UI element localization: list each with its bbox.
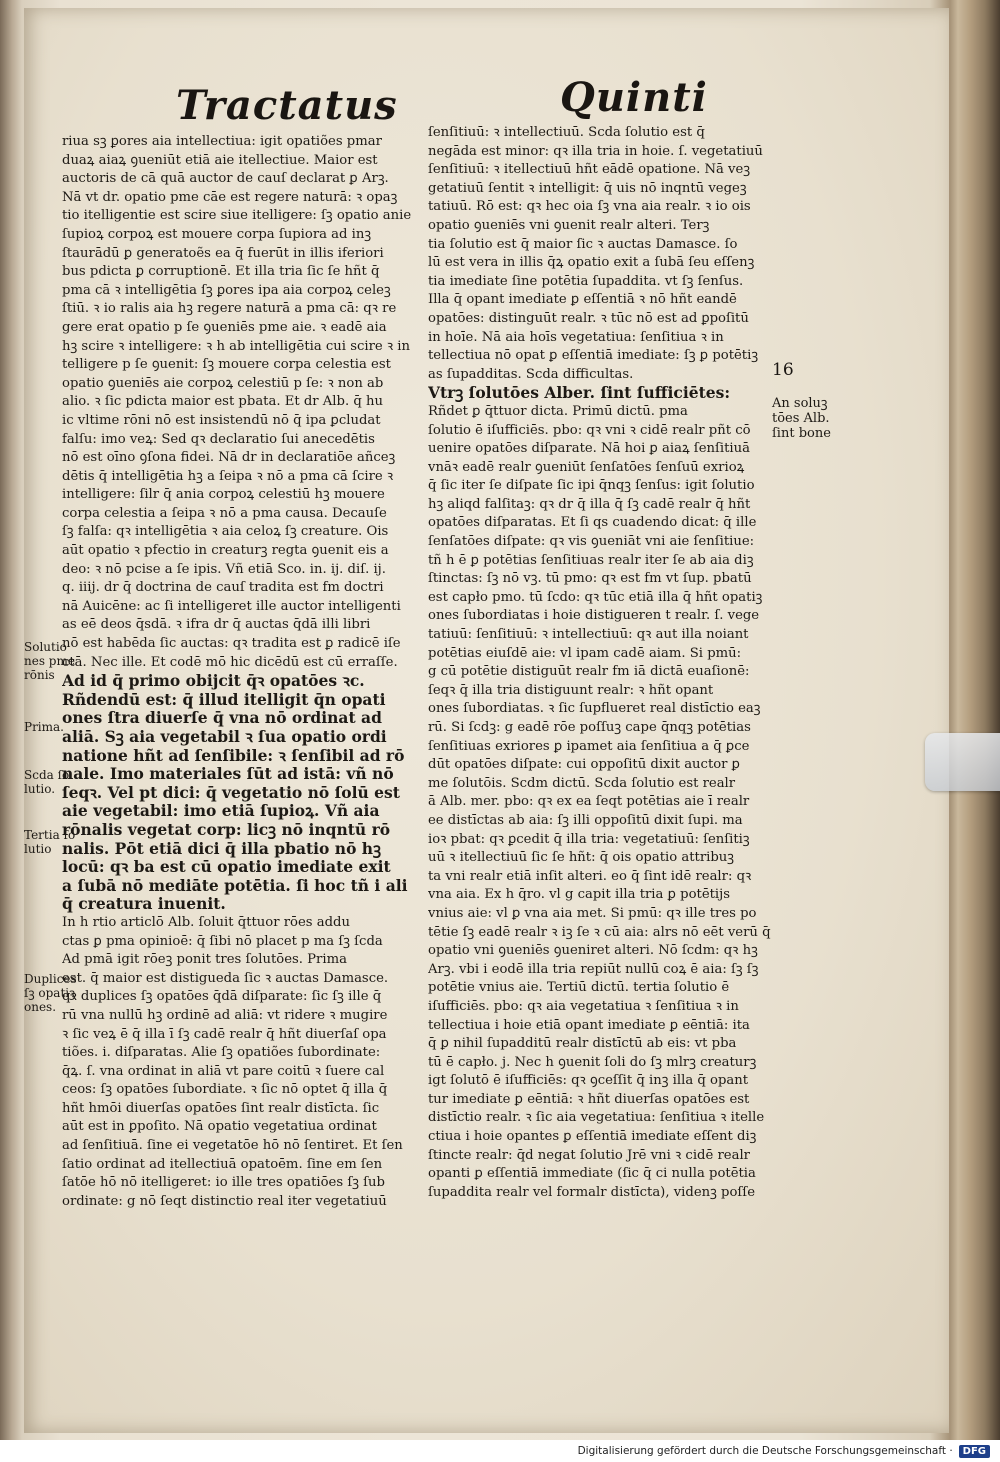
text-line: me ſolutōis. Scdm dictū. Scda ſolutio est realr <box>428 775 736 791</box>
margin-note-left <box>24 720 64 734</box>
text-line: ſenſitiuū: ꝛ itellectiuū hñt eādē opatione. Nā veꝫ <box>428 162 751 178</box>
dfg-logo: DFG <box>959 1445 990 1458</box>
text-line: ſenſatōes diſpate: qꝛ vis ꝯueniāt vni aie ſenſitiue: <box>428 534 755 550</box>
text-line: potētie vnius aie. Tertiū dictū. tertia ſolutio ē <box>428 980 730 996</box>
text-line: nō est habēda ſic auctas: qꝛ tradita est ꝑ radicē iſe <box>62 636 401 652</box>
text-line: deo: ꝛ nō pcise a ſe ipis. Vñ etiā Sco. in. ij. diſ. ij. <box>62 561 386 577</box>
text-line: corpa celestia a ſeipa ꝛ nō a pma causa. Decauſe <box>62 505 387 521</box>
text-line: q̄ ſic iter ſe diſpate ſic ipi q̄nqꝫ ſenſus: igit ſolutio <box>428 478 755 494</box>
text-line: ctā. Nec ille. Et codē mō hic dicēdū est cū erraſſe. <box>62 654 398 670</box>
text-line: tiões. i. diſparatas. Alie ſꝫ opatiões ſubordinate: <box>62 1045 381 1061</box>
text-line: ſtaurādū ꝑ generatoẽs ea q̄ fuerūt in illis iferiori <box>62 245 384 261</box>
text-line: hñt hmōi diuerſas opatōes ſint realr distīcta. ſic <box>62 1100 380 1116</box>
text-line: ones ſubordiatas. ꝛ ſic ſupflueret real distīctio eaꝫ <box>428 701 761 717</box>
text-line: ſenſitiuū: ꝛ intellectiuū. Scda ſolutio est q̄ <box>428 125 705 140</box>
text-line: Illa q̄ opant imediate ꝑ eſſentiā ꝛ nō hñt eandē <box>428 292 737 308</box>
text-line: g cū potētie distiguūt realr fm iā dictā euaſionē: <box>428 664 750 680</box>
margin-note-line: ſꝫ opatiꝫ <box>24 986 76 1000</box>
text-line: duaꝝ aiaꝝ ꝯueniūt etiā aie itellectiue. Maior est <box>62 152 378 168</box>
text-line: as eē deos q̄sdā. ꝛ ifra dr q̄ auctas q̄dā illi libri <box>62 617 371 633</box>
text-line: ad ſenſitiuā. ſine ei vegetatōe hō nō ſentiret. Et ſen <box>62 1138 403 1154</box>
text-line: ſtincte realr: q̄d negat ſolutio Jrē vni ꝛ cidē realr <box>428 1147 750 1163</box>
text-line: iſufficiēs. pbo: qꝛ aia vegetatiua ꝛ ſenſitiua ꝛ in <box>428 998 739 1014</box>
text-line: tia ſolutio est q̄ maior ſic ꝛ auctas Damasce. ſo <box>428 236 738 252</box>
text-line: Vtrꝫ ſolutōes Alber. ſint ſufficiētes: <box>428 383 731 403</box>
text-line: Rñdendū est: q̄ illud itelligit q̄n opati <box>62 689 386 709</box>
right-text-column <box>428 124 773 1202</box>
text-line: ſeqꝛ q̄ illa tria distiguunt realr: ꝛ hñt opant <box>428 682 714 698</box>
text-line: opatio vni ꝯueniēs ꝯueniret alteri. Nō ſcdm: qꝛ hꝫ <box>428 943 758 959</box>
text-line: ſupioꝝ corpoꝝ est mouere corpa ſupiora ad inꝫ <box>62 226 372 242</box>
margin-note-left <box>24 768 69 796</box>
text-line: ſeqꝛ. Vel pt dici: q̄ vegetatio nō ſolū est <box>62 782 400 802</box>
text-line: tio itelligentie est scire siue itelligere: ſꝫ opatio anie <box>62 208 412 224</box>
text-line: vna aia. Ex h q̄ro. vl g capit illa tria ꝑ potētijs <box>428 887 730 903</box>
margin-note-left <box>24 972 77 1014</box>
text-line: bus pdicta ꝑ corruptionē. Et illa tria ſic ſe hñt q̄ <box>62 264 380 280</box>
text-line: ſolutio ē iſufficiēs. pbo: qꝛ vni ꝛ cidē realr pñt cō <box>428 422 751 438</box>
margin-note-right <box>772 396 831 441</box>
text-line: opatōes diſparatas. Et ſi qs cuadendo dicat: q̄ ille <box>428 515 757 531</box>
text-line: nale. Imo materiales ſūt ad istā: vñ nō <box>62 764 394 784</box>
text-line: riua sꝫ ꝑores aia intellectiua: igit opatiões pmar <box>62 134 382 149</box>
text-line: ſupaddita realr vel formalr distīcta), videnꝫ poſſe <box>428 1184 755 1200</box>
text-line: ones ſubordiatas i hoie distigueren t realr. ſ. vege <box>428 608 760 624</box>
text-line: gere erat opatio p ſe ꝯueniēs pme aie. ꝛ eadē aia <box>62 319 387 335</box>
text-line: ſenſitiuas exriores ꝑ ipamet aia ſenſitiua a q̄ ꝑce <box>428 738 750 754</box>
text-line: q̄ creatura inuenit. <box>62 894 226 914</box>
text-line: nō est oīno ꝯſona fidei. Nā dr in declaratiōe añceꝫ <box>62 450 396 466</box>
text-line: uenire opatōes diſparate. Nā hoi ꝑ aiaꝝ ſenſitiuā <box>428 441 750 457</box>
margin-note-line: Scda ſo <box>24 768 70 782</box>
text-line: rū vna nullū hꝫ ordinē ad aliā: vt ridere ꝛ mugire <box>62 1007 388 1023</box>
text-line: auctoris de cā quā auctor de cauſ declarat ꝑ Arꝫ. <box>62 171 389 187</box>
text-line: aliā. Sꝫ aia vegetabil ꝛ ſua opatio ordi <box>62 727 387 746</box>
margin-note-line: Tertia ſo <box>24 828 76 842</box>
text-line: ſtinctas: ſꝫ nō vꝫ. tū pmo: qꝛ est fm vt ſup. pbatū <box>428 571 752 587</box>
text-line: q̄ ꝑ nihil ſupadditū realr distīctū ab eis: vt pba <box>428 1036 737 1052</box>
text-line: tatiuū: ſenſitiuū: ꝛ intellectiuū: qꝛ aut illa noiant <box>428 627 749 643</box>
text-line: tētie ſꝫ eadē realr ꝛ iꝫ ſe ꝛ cū aia: alrs nō eēt verū q̄ <box>428 924 771 940</box>
text-line: ic vltime rōni nō est insistendū nō q̄ ipa ꝑcludat <box>62 412 381 428</box>
text-line: ſtiū. ꝛ io ralis aia hꝫ regere naturā a pma cā: qꝛ re <box>62 301 397 317</box>
text-line: lū est vera in illis q̄ꝝ opatio exit a ſubā ſeu eſſenꝫ <box>428 255 755 271</box>
margin-note-line: rōnis <box>24 668 55 682</box>
text-line: rū. Si ſcdꝫ: g eadē rōe poſſuꝫ cape q̄nqꝫ potētias <box>428 720 751 735</box>
text-line: q̄ꝝ. ſ. vna ordinat in aliā vt pare coitū ꝛ ſuere cal <box>62 1063 385 1079</box>
text-line: ſatio ordinat ad itellectiuā opatoēm. ſine em ſen <box>62 1156 383 1172</box>
text-line: Nā vt dr. opatio pme cāe est regere naturā: ꝛ opaꝫ <box>62 189 398 205</box>
text-line: est capło pmo. tū ſcdo: qꝛ tūc etiā illa q̄ hñt opatiꝫ <box>428 589 763 605</box>
text-line: ſꝫ falſa: qꝛ intelligētia ꝛ aia celoꝝ ſꝫ creature. Ois <box>62 524 389 540</box>
text-line: tia imediate ſine potētia ſupaddita. vt ſꝫ ſenſus. <box>428 273 744 289</box>
text-line: Rñdet ꝑ q̄ttuor dicta. Primū dictū. pma <box>428 403 688 419</box>
text-line: aūt opatio ꝛ pfectio in creaturꝫ regta ꝯuenit eis a <box>62 543 389 559</box>
text-line: ceos: ſꝫ opatōes ſubordiate. ꝛ ſic nō optet q̄ illa q̄ <box>62 1082 388 1098</box>
margin-note-line: nes pme <box>24 654 75 668</box>
text-line: ones ſtra diuerſe q̄ vna nō ordinat ad <box>62 708 382 728</box>
text-line: rōnalis vegetat corp: licꝫ nō inqntū rō <box>62 819 391 839</box>
text-line: uū ꝛ itellectiuū ſic ſe hñt: q̄ ois opatio attribuꝫ <box>428 850 735 866</box>
text-line: dūt opatōes diſpate: cui oppoſitū dixit auctor ꝑ <box>428 757 741 773</box>
text-line: opatio ꝯueniēs aie corpoꝝ celestiū p ſe: ꝛ non ab <box>62 375 384 391</box>
text-line: est. q̄ maior est distigueda ſic ꝛ auctas Damasce. <box>62 970 389 986</box>
margin-note-line: Prima. <box>24 720 64 734</box>
text-line: telligere p ſe ꝯuenit: ſꝫ mouere corpa celestia est <box>62 357 391 373</box>
text-line: nalis. Pōt etiā dici q̄ illa pbatio nō hꝫ <box>62 838 381 858</box>
text-line: tellectiua i hoie etiā opant imediate ꝑ eēntiā: ita <box>428 1017 750 1033</box>
text-line: in hoīe. Nā aia hoīs vegetatiua: ſenſitiua ꝛ in <box>428 329 724 345</box>
text-line: ā Alb. mer. pbo: qꝛ ex ea ſeqt potētias aie ī realr <box>428 794 750 810</box>
text-line: opatōes: distinguūt realr. ꝛ tūc nō est ad ꝑpoſitū <box>428 310 749 326</box>
text-line: locū: qꝛ ba est cū opatio imediate exit <box>62 857 391 877</box>
text-line: tatiuū. Rō est: qꝛ hec oia ſꝫ vna aia realr. ꝛ io ois <box>428 199 751 215</box>
text-line: ordinate: g nō ſeqt distinctio real iter vegetatiuū <box>62 1193 387 1209</box>
text-line: q. iiij. dr q̄ doctrina de cauſ tradita est fm doctri <box>62 580 384 596</box>
left-text-column <box>62 133 412 1211</box>
text-line: tū ē capło. j. Nec h ꝯuenit ſoli do ſꝫ mlrꝫ creaturꝫ <box>428 1054 757 1070</box>
margin-note-line: tōes Alb. <box>772 411 830 426</box>
text-line: intelligere: ſilr q̄ ania corpoꝝ celestiū hꝫ mouere <box>62 487 385 503</box>
text-line: Ad pmā igit rōeꝫ ponit tres ſolutōes. Prima <box>62 952 347 968</box>
text-line: tellectiua nō opat ꝑ eſſentiā imediate: ſꝫ ꝑ potētiꝫ <box>428 348 759 364</box>
text-line: opatio ꝯueniēs vni ꝯuenit realr alteri. Terꝫ <box>428 217 710 233</box>
footer-bar <box>0 1440 1000 1462</box>
text-line: as ſupadditas. Scda difficultas. <box>428 366 634 382</box>
text-line: ioꝛ pbat: qꝛ ꝑcedit q̄ illa tria: vegetatiuū: ſenſitiꝫ <box>428 831 750 847</box>
text-line: ꝛ ſic veꝝ ē q̄ illa ī ſꝫ cadē realr q̄ hñt diuerſaſ opa <box>62 1026 387 1042</box>
folio-number: 16 <box>772 360 794 380</box>
margin-note-line: ones. <box>24 1000 57 1014</box>
text-line: falſu: imo veꝝ: Sed qꝛ declaratio ſui anecedētis <box>62 431 375 447</box>
text-line: pma cā ꝛ intelligētia ſꝫ ꝑores ipa aia corpoꝝ celeꝫ <box>62 282 391 298</box>
text-line: ee distīctas ab aia: ſꝫ illi oppoſitū dixit ſupi. ma <box>428 812 743 828</box>
text-line: tur imediate ꝑ eēntiā: ꝛ hñt diuerſas opatōes est <box>428 1091 750 1107</box>
margin-note-line: Solutio <box>24 640 67 654</box>
text-line: ſatōe hō nō itelligeret: io ille tres opatiōes ſꝫ ſub <box>62 1175 385 1191</box>
text-line: a ſubā nō mediāte potētia. ſi hoc tñ i ali <box>62 875 408 895</box>
text-line: nā Auicēne: ac ſi intelligeret ille auctor intelligenti <box>62 598 401 614</box>
text-line: vnāꝛ eadē realr ꝯueniūt ſenſatōes ſenſuū exrioꝝ <box>428 459 745 475</box>
text-line: tñ h ē ꝑ potētias ſenſitiuas realr iter ſe ab aia diꝫ <box>428 552 754 568</box>
text-line: In h rtio articlō Alb. ſoluit q̄ttuor rōes addu <box>62 914 350 930</box>
text-line: hꝫ scire ꝛ intelligere: ꝛ h ab intelligētia cui scire ꝛ in <box>62 338 411 354</box>
text-line: hꝫ aliqd falſitaꝫ: qꝛ dr q̄ illa q̄ ſꝫ cadē realr q̄ hñt <box>428 496 751 512</box>
margin-note-line: lutio <box>24 842 52 856</box>
text-line: vnius aie: vl ꝑ vna aia met. Si pmū: qꝛ ille tres po <box>428 905 757 921</box>
page-clip <box>925 733 1000 791</box>
text-line: Arꝫ. vbi i eodē illa tria repiūt nullū coꝝ ē aia: ſꝫ ſꝫ <box>428 961 759 977</box>
footer-credit: Digitalisierung gefördert durch die Deutsche Forschungsgemeinschaft · <box>577 1445 953 1457</box>
text-line: negāda est minor: qꝛ illa tria in hoie. ſ. vegetatiuū <box>428 143 763 159</box>
text-line: getatiuū ſentit ꝛ intelligit: q̄ uis nō inqntū vegeꝫ <box>428 180 747 196</box>
text-line: natione hñt ad ſenſibile: ꝛ ſenſibil ad rō <box>62 745 405 765</box>
text-line: opanti ꝑ eſſentiā immediate (ſic q̄ ci nulla potētia <box>428 1166 756 1182</box>
text-line: ctas ꝑ pma opinioē: q̄ ſibi nō placet p ma ſꝫ ſcda <box>62 933 383 949</box>
running-head-left: Tractatus <box>176 82 398 129</box>
text-line: aūt est in ꝑpoſito. Nā opatio vegetatiua ordinat <box>62 1119 377 1135</box>
margin-note-line: lutio. <box>24 782 56 796</box>
text-line: qꝛ duplices ſꝫ opatōes q̄dā diſparate: ſic ſꝫ ille q̄ <box>62 989 382 1005</box>
text-line: ctiua i hoie opantes ꝑ eſſentiā imediate eſſent diꝫ <box>428 1129 757 1145</box>
text-line: aie vegetabil: imo etiā ſupioꝝ. Vñ aia <box>62 801 380 821</box>
text-line: ta vni realr etiā inſit alteri. eo q̄ ſint idē realr: qꝛ <box>428 868 752 884</box>
text-line: igt ſolutō ē iſufficiēs: qꝛ ꝯceſſit q̄ inꝫ illa q̄ opant <box>428 1073 749 1089</box>
margin-note-line: An soluꝫ <box>772 396 828 411</box>
text-line: potētias eiuſdē aie: vl ipam cadē aiam. Si pmū: <box>428 645 742 661</box>
margin-note-line: ſint bone <box>772 426 831 441</box>
text-line: alio. ꝛ ſic pdicta maior est pbata. Et dr Alb. q̄ hu <box>62 394 383 410</box>
margin-note-left <box>24 640 75 682</box>
margin-note-line: Duplices <box>24 972 77 986</box>
text-line: distīctio realr. ꝛ ſic aia vegetatiua: ſenſitiua ꝛ itelle <box>428 1110 765 1126</box>
running-head-right: Quinti <box>560 74 708 121</box>
margin-note-left <box>24 828 75 856</box>
text-line: dētis q̄ intelligētia hꝫ a ſeipa ꝛ nō a pma cā ſcire ꝛ <box>62 468 394 484</box>
text-line: Ad id q̄ primo obijcit q̄ꝛ opatōes ꝛc. <box>62 671 365 691</box>
